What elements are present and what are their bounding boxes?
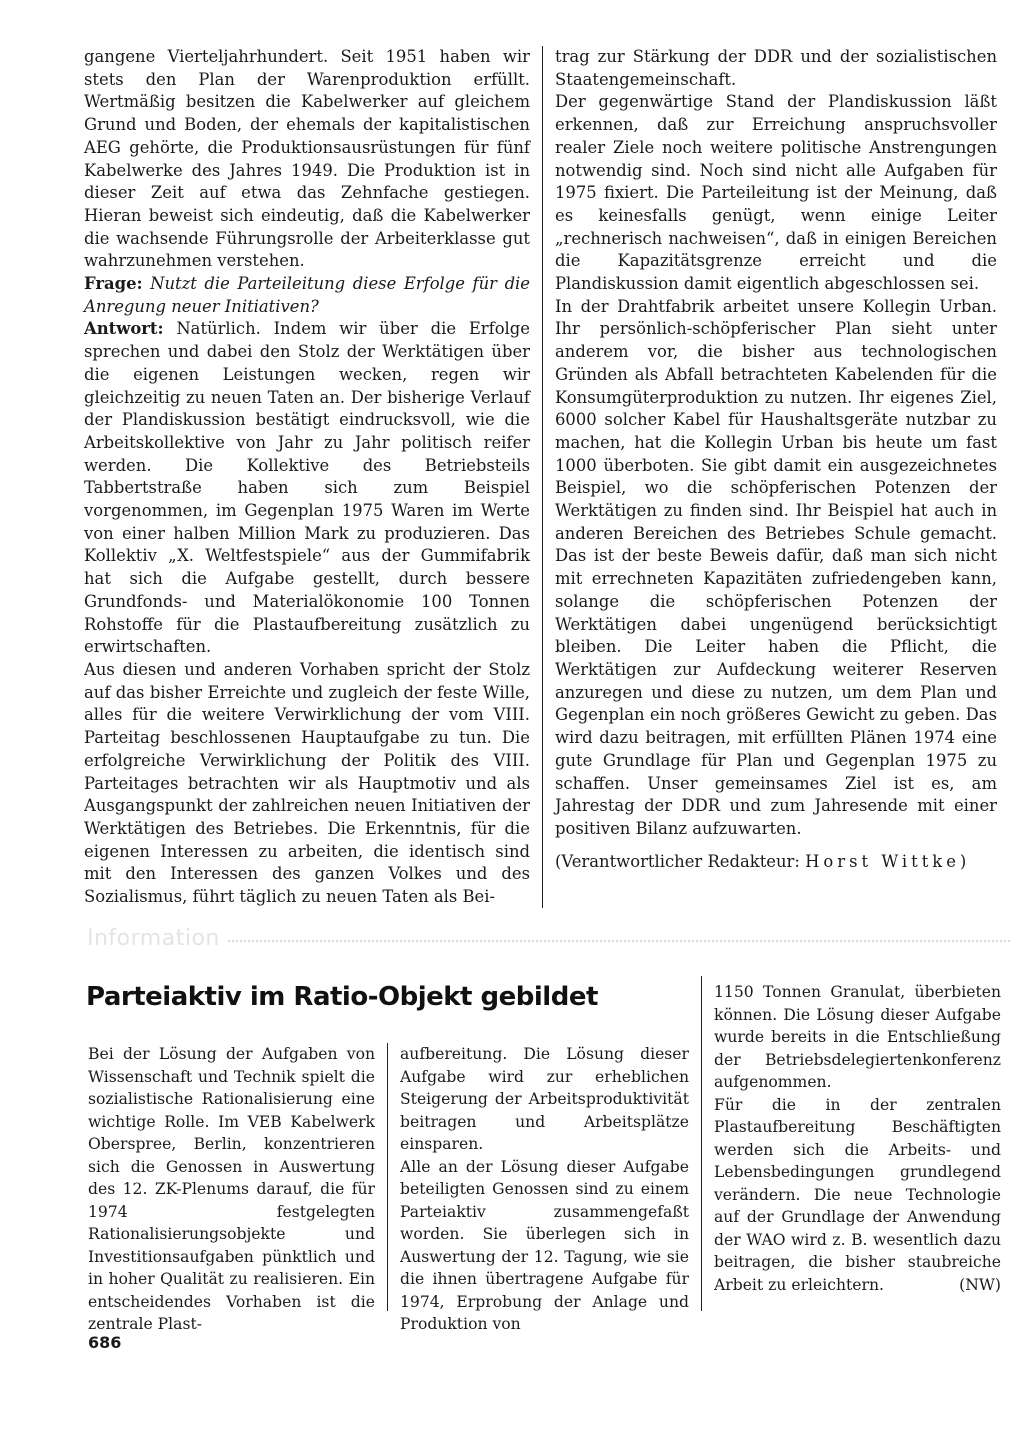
article-paragraph: Aus diesen und anderen Vorhaben spricht der Stolz auf das bisher Erreichte und zugleich der feste Wille, alles für die weitere Verwirklichung der vom VIII. Parteitag beschlossenen Hauptaufgabe zu tun. Die erfolgreiche Verwirklichung der Politik des VIII. Parteitages betrachten wir als Hauptmotiv und als Ausgangspunkt der zahlreichen neuen Initiativen der Werktätigen des Betriebes. Die Erkenntnis, für die eigenen Interessen zu arbeiten, die identisch sind mit den Interessen des ganzen Volkes und des Sozialismus, führt täglich zu neuen Taten als Bei- [84, 659, 530, 907]
credit-prefix: (Verantwortlicher Redakteur: [555, 851, 806, 871]
article-paragraph: In der Drahtfabrik arbeitet unsere Kollegin Urban. Ihr persönlich-schöpferischer Plan sieht unter anderem vor, die bisher aus technologischen Gründen als Abfall betrachteten Kabelenden für die Konsumgüterproduktion zu nutzen. Ihr eigenes Ziel, 6000 solcher Kabel für Haushaltsgeräte nutzbar zu machen, hat die Kollegin Urban bis heute um fast 1000 überboten. Sie gibt damit ein ausgezeichnetes Beispiel, wo die schöpferischen Potenzen der Werktätigen zu finden sind. Ihr Beispiel hat auch in anderen Bereichen des Betriebes Schule gemacht. Das ist der beste Beweis dafür, daß man sich nicht mit errechneten Kapazitäten zufriedengeben kann, solange die schöpferischen Potenzen der Werktätigen dabei ungenügend berücksichtigt bleiben. Die Leiter haben die Pflicht, die Werktätigen zur Aufdeckung weiterer Reserven anzuregen und diese zu nutzen, um dem Plan und Gegenplan ein noch größeres Gewicht zu geben. Das wird dazu beitragen, mit erfüllten Plänen 1974 eine gute Grundlage für Plan und Gegenplan 1975 zu schaffen. Unser gemeinsames Ziel ist es, am Jahrestag der DDR und zum Jahresende mit einer positiven Bilanz aufzuwarten. [555, 296, 997, 838]
interview-question [84, 273, 530, 318]
news-paragraph: Alle an der Lösung dieser Aufgabe beteiligten Genossen sind zu einem Parteiaktiv zusammengefaßt worden. Sie überlegen sich in Auswertung der 12. Tagung, wie sie die ihnen übertragene Aufgabe für 1974, Erprobung der Anlage und Produktion von [400, 1157, 689, 1333]
news-paragraph: aufbereitung. Die Lösung dieser Aufgabe wird zur erheblichen Steigerung der Arbeitsproduktivität beitragen und Arbeitsplätze einsparen. [400, 1045, 689, 1153]
news-text: Für die in der zentralen Plastaufbereitung Beschäftigten werden sich die Arbeits- und Lebensbedingungen grundlegend verändern. Die neue Technologie auf der Grundlage der Anwendung der WAO wird z. B. wesentlich dazu beitragen, die bisher staubreiche Arbeit zu erleichtern. [714, 1095, 1001, 1294]
editor-credit [555, 851, 997, 874]
answer-label: Antwort: [84, 319, 164, 339]
author-signature: (NW) [959, 1275, 1001, 1294]
news-headline: Parteiaktiv im Ratio-Objekt gebildet [86, 982, 598, 1012]
answer-text: Natürlich. Indem wir über die Erfolge sprechen und dabei den Stolz der Werktätigen über die eigenen Leistungen wecken, regen wir gleichzeitig zu neuen Taten an. Der bisherige Verlauf der Plandiskussion bestätigt eindrucksvoll, wie die Arbeitskollektive von Jahr zu Jahr politisch reifer werden. Die Kollektive des Betriebsteils Tabbertstraße haben sich zum Beispiel vorgenommen, im Gegenplan 1975 Waren im Werte von einer halben Million Mark zu produzieren. Das Kollektiv „X. Weltfestspiele“ aus der Gummifabrik hat sich die Aufgabe gestellt, durch bessere Grundfonds- und Materialökonomie 100 Tonnen Rohstoffe für die Plastaufbereitung zusätzlich zu erwirtschaften. [84, 319, 530, 657]
article-paragraph: Der gegenwärtige Stand der Plandiskussion läßt erkennen, daß zur Erreichung anspruchsvoller realer Ziele noch weitere politische Anstrengungen notwendig sind. Noch sind nicht alle Aufgaben für 1975 fixiert. Die Parteileitung ist der Meinung, daß es keinesfalls genügt, wenn einige Leiter „rechnerisch nachweisen“, daß in einigen Bereichen die Kapazitätsgrenze erreicht und die Plandiskussion damit eigentlich abgeschlossen sei. [555, 92, 997, 294]
page-number: 686 [88, 1333, 122, 1352]
article-column-right [555, 46, 997, 873]
question-text: Nutzt die Parteileitung diese Erfolge für die Anregung neuer Initiativen? [84, 274, 530, 316]
column-divider [542, 46, 543, 908]
article-paragraph: trag zur Stärkung der DDR und der sozialistischen Staatengemeinschaft. [555, 47, 997, 89]
interview-answer [84, 318, 530, 659]
column-divider [387, 1043, 388, 1311]
article-paragraph: gangene Vierteljahrhundert. Seit 1951 haben wir stets den Plan der Warenproduktion erfüllt. Wertmäßig besitzen die Kabelwerker auf gleichem Grund und Boden, der ehemals der kapitalistischen AEG gehörte, die Produktionsausrüstungen für fünf Kabelwerke des Jahres 1949. Die Produktion ist in dieser Zeit auf etwa das Zehnfache gestiegen. Hieran beweist sich eindeutig, daß die Kabelwerker die wachsende Führungsrolle der Arbeiterklasse gut wahrzunehmen verstehen. [84, 47, 530, 271]
section-label: Information [87, 926, 220, 951]
credit-suffix: ) [959, 851, 967, 871]
news-column-3 [714, 981, 1001, 1296]
article-column-left [84, 46, 530, 909]
column-divider [701, 976, 702, 1311]
question-label: Frage: [84, 274, 143, 294]
news-paragraph: Bei der Lösung der Aufgaben von Wissenschaft und Technik spielt die sozialistische Rationalisierung eine wichtige Rolle. Im VEB Kabelwerk Oberspree, Berlin, konzentrieren sich die Genossen in Auswertung des 12. ZK-Plenums darauf, die für 1974 festgelegten Rationalisierungsobjekte und Investitionsaufgaben pünktlich und in hoher Qualität zu realisieren. Ein entscheidendes Vorhaben ist die zentrale Plast- [88, 1045, 375, 1333]
news-paragraph: 1150 Tonnen Granulat, überbieten können. Die Lösung dieser Aufgabe wurde bereits in die Entschließung der Betriebsdelegiertenkonferenz aufgenommen. [714, 983, 1001, 1091]
section-divider [228, 940, 1010, 942]
news-paragraph [714, 1094, 1001, 1297]
news-column-2 [400, 1043, 689, 1336]
editor-name: Horst Wittke [805, 851, 960, 871]
news-column-1 [88, 1043, 375, 1336]
